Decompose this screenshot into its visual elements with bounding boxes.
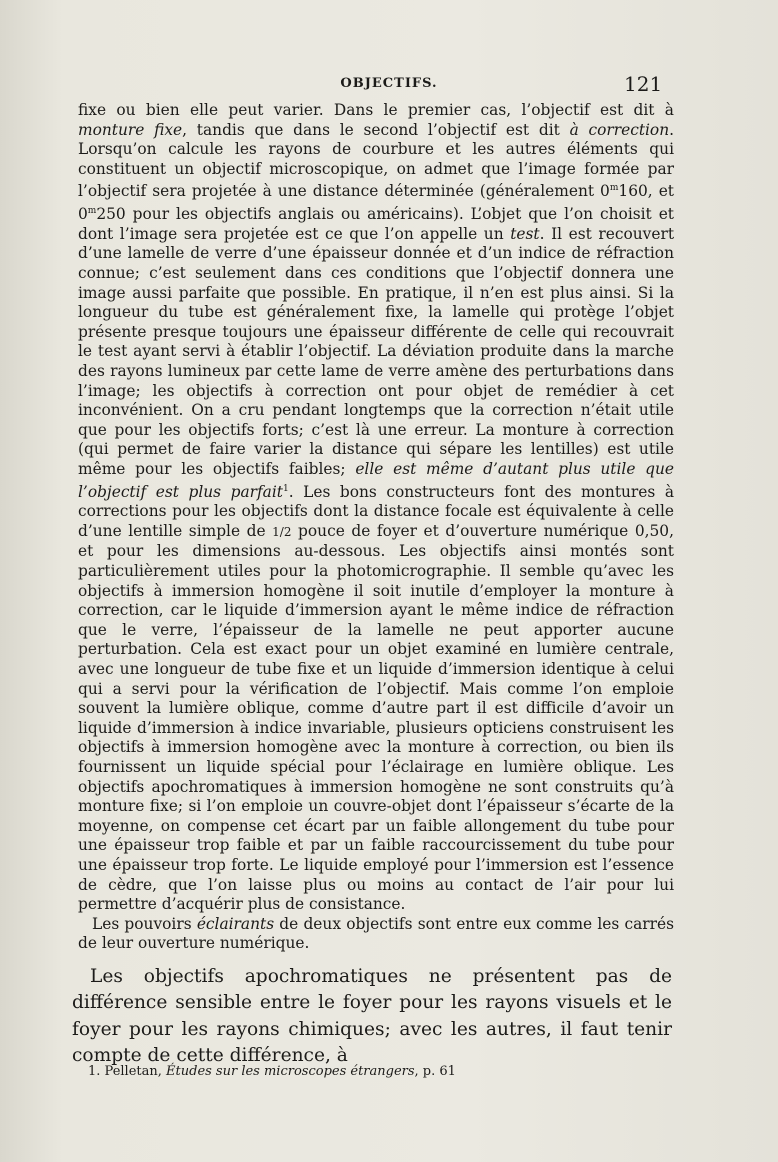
text-run: 160, et 0 bbox=[78, 182, 674, 224]
italic-emphasis: elle est même d’autant plus utile que l’objectif est plus parfait bbox=[78, 459, 675, 501]
text-run: , tandis que dans le second l’objectif est dit bbox=[182, 120, 570, 139]
paragraph-apochromatiques: Les objectifs apochromatiques ne présentent pas de différence sensible entre le foyer pour les rayons visuels et le foyer pour les rayons chimiques; avec les autres, il faut tenir compte de cette différence, à bbox=[72, 966, 672, 1067]
text-run: . Lorsqu’on calcule les rayons de courbure et les autres éléments qui constituent un objectif microscopique, on admet que l’image formée par l’objectif sera projetée à une distance déterminée (généralement 0 bbox=[78, 120, 675, 201]
italic-term: monture fixe bbox=[78, 120, 183, 139]
text-run: . Il est recouvert d’une lamelle de verre d’une épaisseur donnée et d’un indice de réfraction connue; c’est seulement dans ces conditions que l’objectif donnera une image aussi parfaite que possible. En pratique, il n’en est plus ainsi. Si la longueur du tube est généralement fixe, la lamelle qui protège l’objet présente presque toujours une épaisseur différente de celle qui recouvrait le test ayant servi à établir l’objectif. La déviation produite dans la marche des rayons lumineux par cette lame de verre amène des perturbations dans l’image; les objectifs à correction ont pour objet de remédier à cet inconvénient. On a cru pendant longtemps que la correction n’était utile que pour les objectifs forts; c’est là une erreur. La monture à correction (qui permet de faire varier la distance qui sépare les lentilles) est utile même pour les objectifs faibles; bbox=[78, 224, 675, 478]
text-run: Les pouvoirs bbox=[92, 914, 197, 933]
unit-superscript: m bbox=[87, 206, 97, 217]
running-header: OBJECTIFS. bbox=[340, 76, 438, 91]
italic-term: à correction bbox=[569, 120, 670, 139]
footnote-title: Études sur les microscopes étrangers bbox=[166, 1064, 415, 1079]
fraction: 1/2 bbox=[272, 524, 292, 539]
unit-superscript: m bbox=[609, 183, 619, 194]
text-run: 250 pour les objectifs anglais ou américains). L’objet que l’on choisit et dont l’image sera projetée est ce que l’on appelle un bbox=[78, 205, 674, 243]
footnote bbox=[88, 1063, 648, 1080]
footnote-author: Pelletan, bbox=[104, 1064, 167, 1079]
page-number: 121 bbox=[624, 72, 663, 96]
text-run: pouce de foyer et d’ouverture numérique 0,50, et pour les dimensions au-dessous. Les objectifs ainsi montés sont particulièrement utiles pour la photomicrographie. Il semble qu’avec les objectifs à immersion homogène il soit inutile d’employer la monture à correction, car le liquide d’immersion ayant le même indice de réfraction que le verre, l’épaisseur de la lamelle ne peut apporter aucune perturbation. Cela est exact pour un objet examiné en lumière centrale, avec une longueur de tube fixe et un liquide d’immersion identique à celui qui a servi pour la vérification de l’objectif. Mais comme l’on emploie souvent la lumière oblique, comme d’autre part il est difficile d’avoir un liquide d’immersion à indice invariable, plusieurs opticiens construisent les objectifs à immersion homogène avec la monture à correction, ou bien ils fournissent un liquide spécial pour l’éclairage en lumière oblique. Les objectifs apochromatiques à immersion homogène ne sont construits qu’à monture fixe; si l’on emploie un couvre-objet dont l’épaisseur s’écarte de la moyenne, on compense cet écart par un faible allongement du tube pour une épaisseur trop faible et par un faible raccourcissement du tube pour une épaisseur trop forte. Le liquide employé pour l’immersion est l’essence de cèdre, que l’on laisse plus ou moins au contact de l’air pour lui permettre d’acquérir plus de consistance. bbox=[78, 521, 674, 914]
text-run: fixe ou bien elle peut varier. Dans le premier cas, l’objectif est dit à bbox=[78, 101, 674, 119]
text-run: . Les bons constructeurs font des montures à corrections pour les objectifs dont la distance focale est équivalente à celle d’une lentille simple de bbox=[78, 482, 674, 540]
italic-term: éclairants bbox=[196, 914, 275, 933]
footnote-number: 1. bbox=[88, 1064, 101, 1079]
text-run: de deux objectifs sont entre eux comme les carrés de leur ouverture numérique. bbox=[78, 914, 675, 953]
italic-term: test bbox=[510, 224, 540, 243]
footnote-marker: 1 bbox=[282, 483, 289, 494]
footnote-page: , p. 61 bbox=[414, 1064, 456, 1079]
paragraph-objectifs bbox=[78, 101, 674, 915]
main-text bbox=[78, 101, 674, 954]
paragraph-pouvoirs bbox=[78, 915, 674, 954]
large-paragraph-block bbox=[72, 964, 672, 1070]
